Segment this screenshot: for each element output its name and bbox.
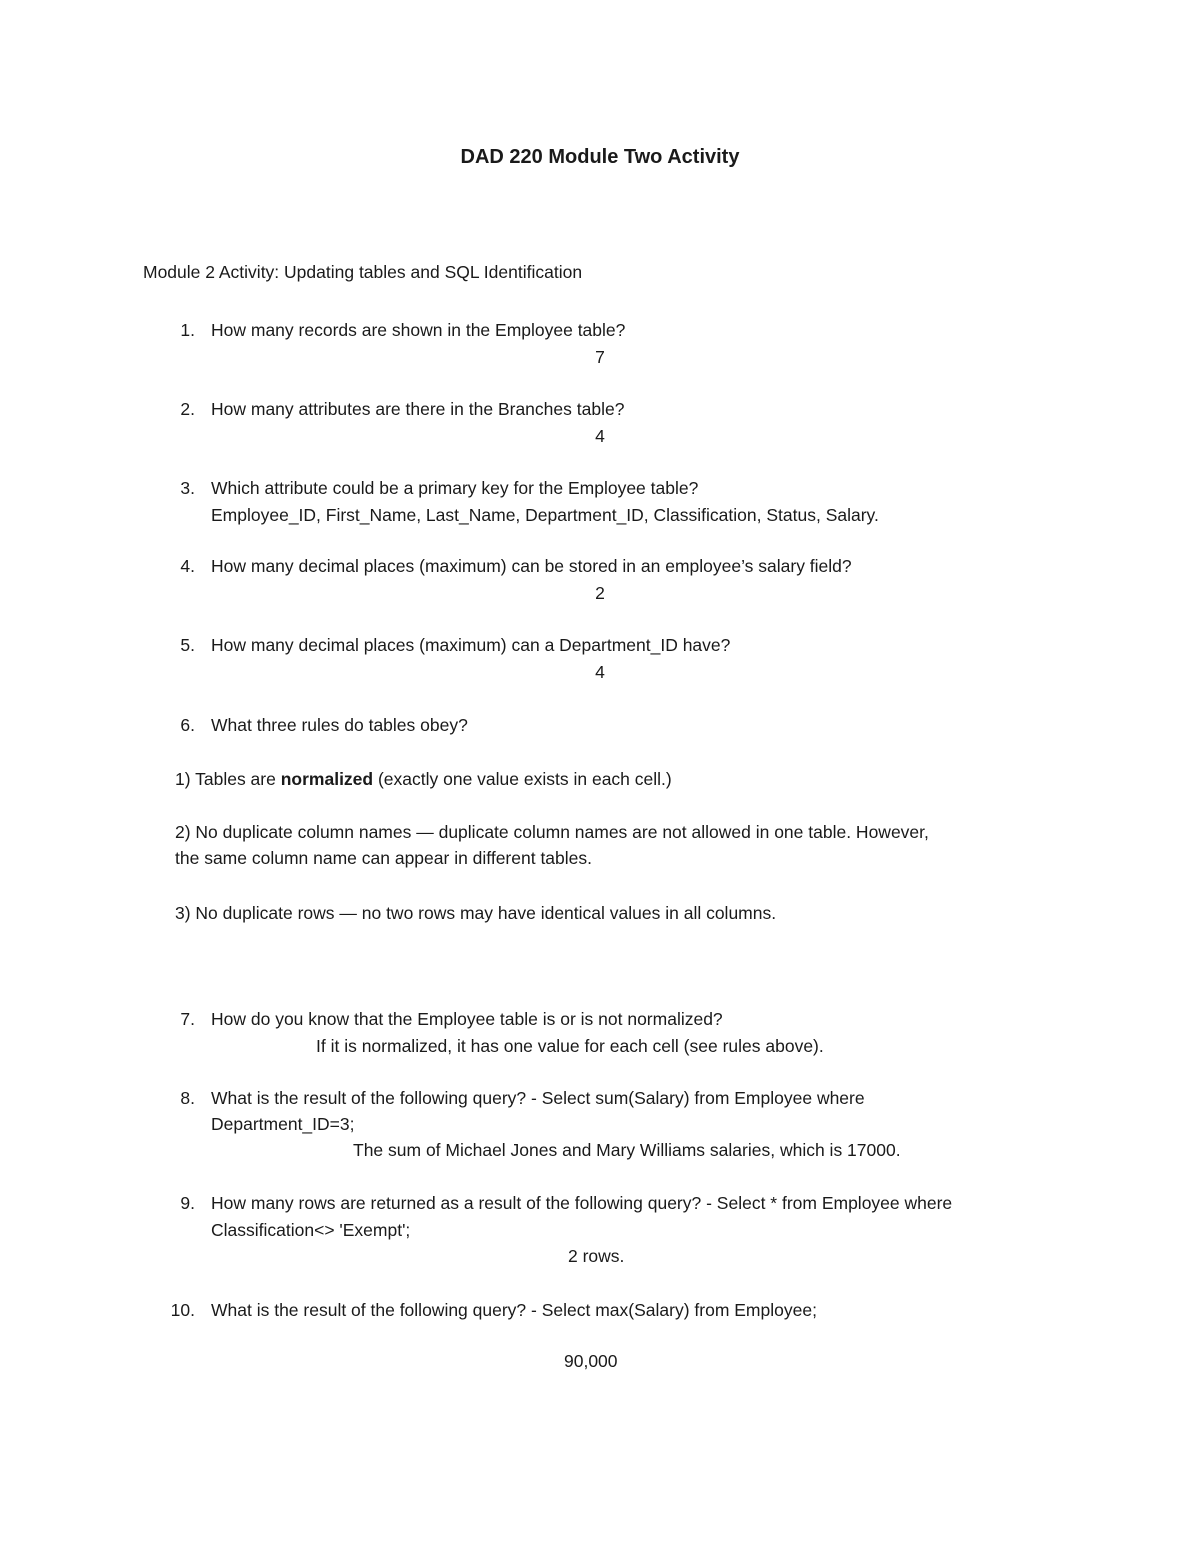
- document-title: DAD 220 Module Two Activity: [460, 146, 740, 168]
- document-subtitle: Module 2 Activity: Updating tables and SQL Identification: [143, 262, 583, 282]
- question-text: Which attribute could be a primary key for the Employee table?: [211, 478, 699, 498]
- answer-text: If it is normalized, it has one value for each cell (see rules above).: [316, 1036, 824, 1056]
- answer-text: Employee_ID, First_Name, Last_Name, Department_ID, Classification, Status, Salary.: [211, 505, 879, 525]
- question-number: 4.: [180, 556, 195, 576]
- answer-text: 90,000: [564, 1351, 618, 1371]
- answer-text: The sum of Michael Jones and Mary Williams salaries, which is 17000.: [353, 1140, 901, 1160]
- question-number: 7.: [180, 1009, 195, 1029]
- answer-text: 4: [595, 662, 605, 682]
- question-number: 1.: [180, 320, 195, 340]
- question-text: How many decimal places (maximum) can a Department_ID have?: [211, 635, 731, 655]
- question-number: 3.: [180, 478, 195, 498]
- question-number: 10.: [170, 1300, 195, 1320]
- question-number: 8.: [180, 1088, 195, 1108]
- question-text-line-1: What is the result of the following query? - Select sum(Salary) from Employee where: [211, 1088, 865, 1108]
- answer-text: 7: [595, 347, 605, 367]
- question-text-line-1: How many rows are returned as a result of the following query? - Select * from Employee where: [211, 1193, 953, 1213]
- question-number: 6.: [180, 715, 195, 735]
- question-text: How many attributes are there in the Branches table?: [211, 399, 625, 419]
- rule-1-bold: normalized: [280, 769, 374, 789]
- answer-text: 2: [595, 583, 605, 603]
- question-text: How many decimal places (maximum) can be stored in an employee’s salary field?: [211, 556, 852, 576]
- question-number: 2.: [180, 399, 195, 419]
- question-text: How many records are shown in the Employee table?: [211, 320, 626, 340]
- rule-1-prefix: 1) Tables are: [175, 769, 281, 789]
- rule-1-suffix: (exactly one value exists in each cell.): [373, 769, 672, 789]
- rule-2-line-2: the same column name can appear in different tables.: [175, 848, 593, 868]
- question-text-line-2: Classification<> 'Exempt';: [211, 1220, 411, 1240]
- answer-text: 4: [595, 426, 605, 446]
- answer-text: 2 rows.: [568, 1246, 625, 1266]
- rule-3: 3) No duplicate rows — no two rows may have identical values in all columns.: [175, 903, 777, 923]
- question-text: What is the result of the following query? - Select max(Salary) from Employee;: [211, 1300, 817, 1320]
- question-number: 5.: [180, 635, 195, 655]
- question-text-line-2: Department_ID=3;: [211, 1114, 355, 1134]
- rule-1: [175, 768, 672, 790]
- question-text: How do you know that the Employee table is or is not normalized?: [211, 1009, 723, 1029]
- question-text: What three rules do tables obey?: [211, 715, 468, 735]
- question-number: 9.: [180, 1193, 195, 1213]
- rule-2-line-1: 2) No duplicate column names — duplicate column names are not allowed in one table. However,: [175, 822, 929, 842]
